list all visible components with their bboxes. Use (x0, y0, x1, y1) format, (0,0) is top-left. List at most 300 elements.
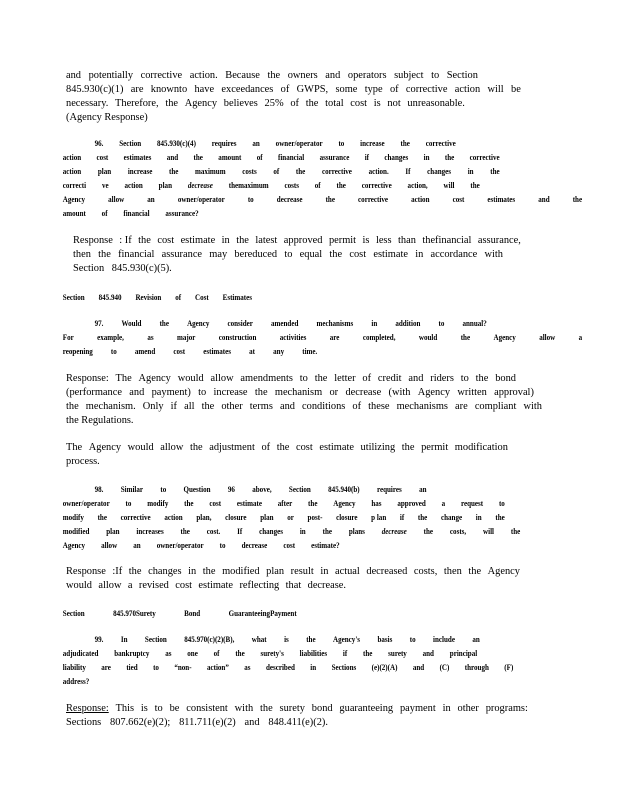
word: have (194, 84, 215, 95)
word: will (483, 527, 494, 536)
word: modification (454, 442, 508, 453)
word: action (411, 195, 430, 204)
question-line: address? (62, 677, 90, 686)
word: Question (183, 485, 211, 494)
word: ve (101, 181, 109, 190)
word: an (472, 635, 480, 644)
word: the (305, 98, 319, 109)
word: changes (384, 153, 409, 162)
word: 845.970Surety (113, 609, 156, 618)
word: increases (136, 527, 164, 536)
response-line (66, 579, 346, 593)
word: costs (242, 167, 257, 176)
word: and (244, 717, 260, 728)
word: decrease (276, 195, 303, 204)
word: decrease (345, 387, 382, 398)
word: be (511, 84, 521, 95)
word: 845.970(c)(2)(B), (184, 635, 235, 644)
word: of (352, 401, 362, 412)
word: payment) (151, 387, 191, 398)
word: mechanism. (85, 401, 136, 412)
word: estimate (319, 442, 354, 453)
word: Only (142, 401, 164, 412)
word: Agency (487, 566, 520, 577)
word: is (373, 98, 381, 109)
word: with (523, 401, 542, 412)
word: an (419, 485, 427, 494)
word: all (184, 401, 195, 412)
word: are (329, 333, 340, 342)
heading-line (63, 607, 297, 621)
word: one (187, 649, 198, 658)
word: the (314, 373, 328, 384)
question-line (63, 661, 514, 675)
word: to (153, 663, 159, 672)
word: liabilities (299, 649, 328, 658)
word: the (260, 703, 273, 714)
word: thefinancial (422, 235, 472, 246)
word: the (417, 513, 428, 522)
word: of (314, 181, 321, 190)
word: adjustment (209, 442, 255, 453)
word: in (423, 153, 430, 162)
word: the (236, 235, 249, 246)
word: total (325, 98, 344, 109)
word: the (336, 181, 346, 190)
word: the (444, 153, 455, 162)
word: annual? (462, 319, 487, 328)
word: action. (189, 70, 218, 81)
word: Agency (417, 387, 451, 398)
word: decrease. (307, 580, 346, 591)
word: are (101, 663, 111, 672)
word: bond (495, 373, 516, 384)
word: is (362, 235, 370, 246)
word: GuaranteeingPayment (228, 609, 297, 618)
word: corrective (361, 181, 392, 190)
text-line: process. (66, 456, 100, 467)
word: costs (284, 181, 299, 190)
word: the (325, 195, 335, 204)
word: activities (279, 333, 307, 342)
word: Section (144, 635, 167, 644)
word: 845.930(c)(1) (66, 84, 124, 95)
word: costs, (449, 527, 467, 536)
word: as (244, 663, 251, 672)
word: the (267, 70, 281, 81)
word: increase (127, 167, 153, 176)
word: to (110, 347, 117, 356)
word: the (201, 401, 215, 412)
question-line (63, 511, 505, 525)
word: 99. (94, 635, 104, 644)
word: themaximum (228, 181, 269, 190)
word: to (160, 485, 167, 494)
word: estimate (236, 499, 262, 508)
word: changes (148, 566, 182, 577)
word: is (140, 703, 148, 714)
word: actual (334, 566, 360, 577)
word: Would (121, 319, 142, 328)
word: will (443, 181, 455, 190)
word: of (362, 373, 372, 384)
word: include (433, 635, 455, 644)
word: tied (126, 663, 138, 672)
word: Similar (120, 485, 144, 494)
response-line (66, 386, 534, 400)
word: 97. (94, 319, 104, 328)
word: action. (368, 167, 389, 176)
word: the (295, 167, 306, 176)
word: of (261, 442, 271, 453)
word: is (284, 635, 289, 644)
word: the (189, 442, 203, 453)
word: (e)(2)(A) (371, 663, 398, 672)
word: Agency (187, 319, 210, 328)
word: the (98, 249, 111, 260)
word: allow (98, 580, 122, 591)
word: Agency's (333, 635, 361, 644)
word: would (177, 373, 204, 384)
word: p lan (371, 513, 387, 522)
word: the (97, 513, 107, 522)
word: the (475, 373, 489, 384)
word: or (329, 387, 339, 398)
word: financial (277, 153, 305, 162)
word: the (128, 566, 142, 577)
word: 848.411(e)(2). (268, 717, 328, 728)
word: 845.930(c)(4) (157, 139, 196, 148)
word: owner/operator (177, 195, 225, 204)
word: an (133, 541, 141, 550)
word: utilizing (360, 442, 396, 453)
word: result (290, 566, 314, 577)
word: Section (62, 609, 85, 618)
question-line (63, 179, 480, 193)
word: cost (350, 98, 368, 109)
word: approval) (494, 387, 534, 398)
word: to (299, 373, 308, 384)
word: described (265, 663, 295, 672)
word: an (252, 139, 260, 148)
word: above, (252, 485, 272, 494)
word: Section (446, 70, 478, 81)
word: a (127, 580, 133, 591)
word: Agency (493, 333, 516, 342)
word: in (442, 703, 451, 714)
word: the (468, 566, 482, 577)
word: 807.662(e)(2); (110, 717, 171, 728)
word: Because (225, 70, 260, 81)
word: corrective (140, 70, 183, 81)
question-line (63, 525, 521, 539)
question-line (95, 483, 427, 497)
word: estimates (203, 347, 232, 356)
word: Estimates (222, 293, 252, 302)
word: corrective (469, 153, 500, 162)
word: 98. (94, 485, 104, 494)
word: to (460, 373, 469, 384)
word: changes (427, 167, 452, 176)
word: Revision (135, 293, 162, 302)
word: the (401, 442, 415, 453)
question-line (63, 497, 505, 511)
word: corrective (120, 513, 151, 522)
word: be (169, 703, 180, 714)
word: plan (266, 566, 285, 577)
word: cost (96, 153, 109, 162)
word: post- (307, 513, 323, 522)
question-line (63, 165, 500, 179)
word: plans (348, 527, 365, 536)
word: to (409, 635, 416, 644)
word: In (120, 635, 128, 644)
word: “non- (174, 663, 192, 672)
word: allow (160, 442, 184, 453)
word: completed, (362, 333, 396, 342)
word: at (249, 347, 256, 356)
word: than (398, 235, 416, 246)
word: the (254, 387, 268, 398)
word: the (193, 153, 203, 162)
word: owner/operator (275, 139, 323, 148)
word: other (221, 401, 243, 412)
word: cost (349, 249, 367, 260)
word: If (405, 167, 411, 176)
word: surety (279, 703, 305, 714)
word: to (438, 319, 445, 328)
response-line (73, 234, 521, 248)
word: modified (62, 527, 90, 536)
text-line (66, 69, 478, 83)
word: (with (388, 387, 411, 398)
word: corrective (425, 139, 456, 148)
word: revised (138, 580, 169, 591)
word: approved (283, 235, 323, 246)
word: of (101, 209, 108, 218)
word: programs: (485, 703, 528, 714)
word: to (219, 541, 226, 550)
word: believes (223, 98, 258, 109)
word: amended (270, 319, 299, 328)
word: allow (101, 541, 118, 550)
word: has (371, 499, 382, 508)
word: construction (218, 333, 257, 342)
word: as (147, 333, 154, 342)
word: Cost (195, 293, 209, 302)
word: estimate (373, 249, 408, 260)
word: the (168, 167, 179, 176)
word: modify (62, 513, 84, 522)
response-line: the Regulations. (66, 415, 134, 426)
word: an (147, 195, 155, 204)
word: a (441, 499, 446, 508)
word: action (454, 84, 481, 95)
word: Response: (66, 373, 109, 384)
word: owner/operator (156, 541, 204, 550)
word: cost (209, 499, 222, 508)
word: corrective (321, 167, 352, 176)
word: to (154, 703, 163, 714)
word: of (389, 84, 399, 95)
word: permit (328, 235, 357, 246)
word: plan (158, 181, 172, 190)
word: in (475, 513, 482, 522)
word: in (467, 167, 474, 176)
word: of (213, 649, 220, 658)
word: Agency (62, 195, 86, 204)
word: in (371, 319, 378, 328)
word: mechanism (274, 387, 323, 398)
question-line (63, 151, 500, 165)
question-line (95, 633, 480, 647)
word: Agency (333, 499, 356, 508)
word: change (440, 513, 463, 522)
word: and (325, 70, 341, 81)
word: major (177, 333, 196, 342)
word: the (308, 499, 318, 508)
word: what (251, 635, 267, 644)
word: through (464, 663, 489, 672)
word: to (338, 139, 345, 148)
word: allow (539, 333, 556, 342)
word: equal (299, 249, 323, 260)
word: Therefore, (115, 98, 159, 109)
word: plan (97, 167, 112, 176)
word: in (188, 566, 197, 577)
word: the (180, 527, 190, 536)
word: potentially (88, 70, 134, 81)
word: basis (377, 635, 393, 644)
word: 96 (227, 485, 235, 494)
word: mechanisms (316, 319, 354, 328)
word: with (234, 703, 254, 714)
word: to (284, 249, 293, 260)
word: if (342, 649, 348, 658)
word: time. (302, 347, 318, 356)
word: reflecting (239, 580, 280, 591)
response-line: Section 845.930(c)(5). (73, 263, 172, 274)
word: if (364, 153, 370, 162)
response-line (66, 702, 528, 716)
word: (C) (439, 663, 450, 672)
word: and (129, 387, 145, 398)
word: with (484, 249, 503, 260)
word: the (66, 401, 79, 412)
word: in (320, 566, 329, 577)
word: the (490, 167, 500, 176)
word: owner/operator (62, 499, 110, 508)
word: guaranteeing (339, 703, 394, 714)
word: owners (287, 70, 318, 81)
word: Sections (331, 663, 357, 672)
word: cost (452, 195, 465, 204)
word: in (221, 235, 230, 246)
word: increase (213, 387, 248, 398)
word: the (329, 249, 343, 260)
word: subject (394, 70, 424, 81)
word: the (276, 442, 290, 453)
word: credit (377, 373, 402, 384)
word: Agency (62, 541, 86, 550)
question-line (63, 539, 340, 553)
word: in (299, 527, 306, 536)
question-line (63, 647, 478, 661)
word: the (202, 566, 216, 577)
word: GWPS, (296, 84, 329, 95)
word: of (290, 98, 299, 109)
word: the (362, 649, 373, 658)
word: corrective (358, 195, 389, 204)
word: cost. (206, 527, 221, 536)
word: This (115, 703, 135, 714)
word: requires (376, 485, 402, 494)
word: as (165, 649, 172, 658)
question-line (63, 345, 318, 359)
word: the (572, 195, 583, 204)
word: not (387, 98, 401, 109)
word: 25% (264, 98, 284, 109)
word: written (457, 387, 487, 398)
word: 845.940 (98, 293, 122, 302)
word: the (460, 333, 471, 342)
word: the (495, 513, 505, 522)
word: modify (147, 499, 169, 508)
word: Agency (138, 373, 171, 384)
word: action” (206, 663, 229, 672)
word: payment (399, 703, 436, 714)
word: and (66, 70, 82, 81)
word: amount (62, 209, 86, 218)
word: : If (119, 235, 132, 246)
word: consider (227, 319, 253, 328)
word: would (66, 580, 92, 591)
word: decrease (187, 181, 213, 190)
word: exceedances (221, 84, 274, 95)
word: to (498, 499, 505, 508)
word: assurance (161, 249, 203, 260)
word: the (184, 499, 194, 508)
word: Section (62, 293, 85, 302)
word: are (455, 401, 468, 412)
word: decreased (366, 566, 408, 577)
word: cost (295, 442, 313, 453)
word: closure (336, 513, 358, 522)
word: bond (311, 703, 333, 714)
word: action (164, 513, 183, 522)
word: financial (123, 209, 150, 218)
word: The (66, 442, 83, 453)
word: and (279, 401, 295, 412)
word: Response: (66, 703, 109, 714)
word: correcti (62, 181, 87, 190)
word: necessary. (66, 98, 109, 109)
word: and (408, 373, 424, 384)
word: consistent (186, 703, 228, 714)
word: approved (397, 499, 426, 508)
word: of (273, 167, 280, 176)
text-line: (Agency Response) (66, 112, 148, 123)
word: cost (175, 580, 193, 591)
word: costs, (413, 566, 438, 577)
word: Agency (88, 442, 122, 453)
word: and (412, 663, 425, 672)
word: Bond (184, 609, 201, 618)
word: if (399, 513, 405, 522)
word: Section (119, 139, 142, 148)
word: The (115, 373, 132, 384)
word: mechanisms (396, 401, 448, 412)
